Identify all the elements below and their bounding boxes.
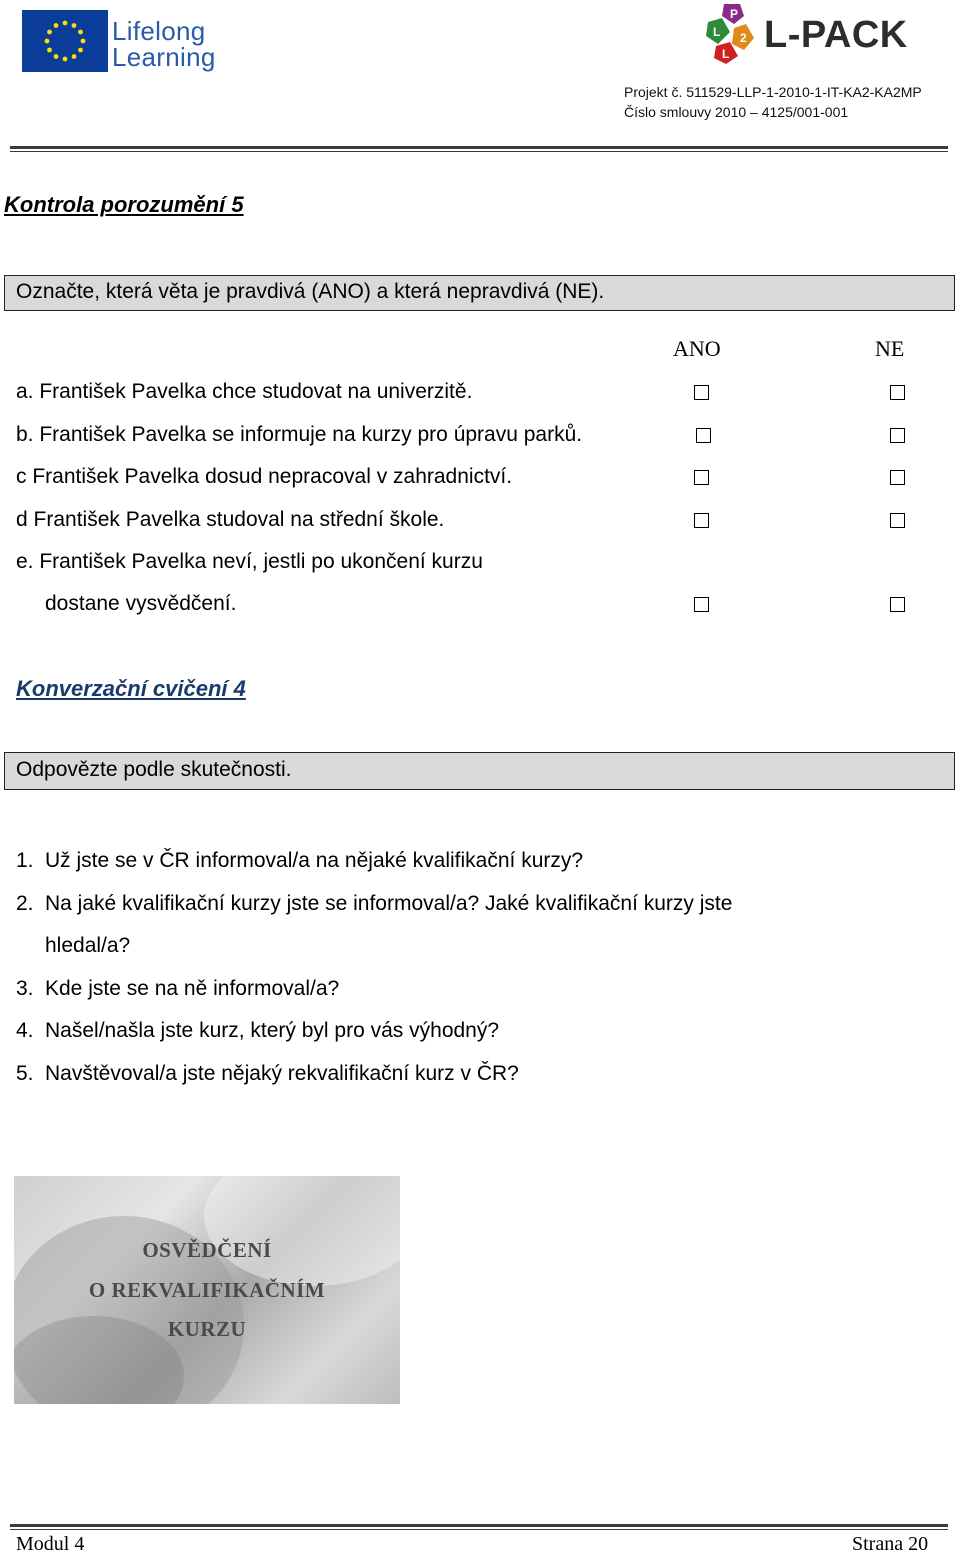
statement-a: a. František Pavelka chce studovat na univerzitě. xyxy=(16,380,473,403)
question-number: 4. xyxy=(16,1019,34,1042)
instruction-text: Označte, která věta je pravdivá (ANO) a která nepravdivá (NE). xyxy=(16,280,605,303)
project-info xyxy=(624,82,922,122)
question-text: Na jaké kvalifikační kurzy jste se informoval/a? Jaké kvalifikační kurzy jste xyxy=(45,892,733,915)
question-text: Navštěvoval/a jste nějaký rekvalifikační kurz v ČR? xyxy=(45,1062,519,1085)
checkbox-b-no[interactable] xyxy=(890,428,905,443)
instruction-text-2: Odpovězte podle skutečnosti. xyxy=(16,758,292,781)
question-number: 3. xyxy=(16,977,34,1000)
question-text: hledal/a? xyxy=(45,934,131,957)
question-number: 5. xyxy=(16,1062,34,1085)
question-number: 1. xyxy=(16,849,34,872)
lpack-brand-text: L-PACK xyxy=(764,14,908,56)
footer-divider xyxy=(10,1524,948,1527)
question-2 xyxy=(16,892,733,916)
column-header-no: NE xyxy=(875,336,905,361)
certificate-line-3: KURZU xyxy=(167,1317,247,1341)
svg-text:P: P xyxy=(730,7,739,21)
question-text: Kde jste se na ně informoval/a? xyxy=(45,977,340,1000)
project-number: Projekt č. 511529-LLP-1-2010-1-IT-KA2-KA2MP xyxy=(624,84,922,100)
header-divider xyxy=(10,146,948,149)
section-title-comprehension: Kontrola porozumění 5 xyxy=(4,192,244,217)
footer-module: Modul 4 xyxy=(16,1533,85,1555)
checkbox-e-yes[interactable] xyxy=(694,597,709,612)
svg-text:2: 2 xyxy=(740,31,747,45)
eu-flag-logo xyxy=(22,10,108,72)
question-5 xyxy=(16,1062,519,1086)
question-text: Našel/našla jste kurz, který byl pro vás výhodný? xyxy=(45,1019,500,1042)
certificate-line-2: O REKVALIFIKAČNÍM xyxy=(88,1278,326,1302)
checkbox-e-no[interactable] xyxy=(890,597,905,612)
checkbox-d-no[interactable] xyxy=(890,513,905,528)
footer-divider-thin xyxy=(10,1529,948,1530)
checkbox-c-yes[interactable] xyxy=(694,470,709,485)
checkbox-b-yes[interactable] xyxy=(696,428,711,443)
header-divider-thin xyxy=(10,151,948,152)
question-4 xyxy=(16,1019,500,1043)
checkbox-a-no[interactable] xyxy=(890,385,905,400)
certificate-image xyxy=(14,1176,400,1404)
statement-e: e. František Pavelka neví, jestli po ukončení kurzu xyxy=(16,550,483,573)
column-header-yes: ANO xyxy=(673,336,721,361)
section-title-conversation: Konverzační cvičení 4 xyxy=(16,676,246,701)
svg-text:L: L xyxy=(713,25,721,39)
footer-page-number: Strana 20 xyxy=(852,1533,929,1555)
question-text: Už jste se v ČR informoval/a na nějaké kvalifikační kurzy? xyxy=(45,849,584,872)
brand-line-2: Learning xyxy=(112,42,216,72)
statement-d: d František Pavelka studoval na střední škole. xyxy=(16,508,445,531)
question-1 xyxy=(16,849,584,873)
svg-text:L: L xyxy=(722,47,730,61)
checkbox-d-yes[interactable] xyxy=(694,513,709,528)
lifelong-learning-brand xyxy=(112,18,216,70)
brand-line-1: Lifelong xyxy=(112,16,206,46)
statement-b: b. František Pavelka se informuje na kurzy pro úpravu parků. xyxy=(16,423,583,446)
checkbox-a-yes[interactable] xyxy=(694,385,709,400)
question-number: 2. xyxy=(16,892,34,915)
certificate-line-1: OSVĚDČENÍ xyxy=(142,1238,272,1262)
statement-c: c František Pavelka dosud nepracoval v zahradnictví. xyxy=(16,465,513,488)
question-3 xyxy=(16,977,340,1001)
statement-e-continued: dostane vysvědčení. xyxy=(45,592,237,615)
contract-number: Číslo smlouvy 2010 – 4125/001-001 xyxy=(624,104,849,120)
checkbox-c-no[interactable] xyxy=(890,470,905,485)
